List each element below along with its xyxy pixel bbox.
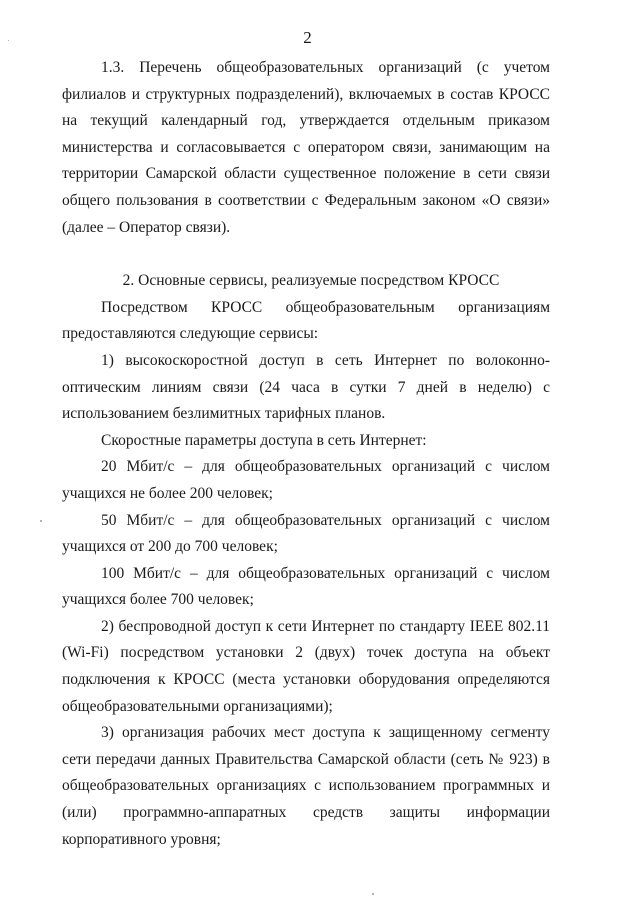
scan-speck <box>372 893 374 895</box>
section-2-heading: 2. Основные сервисы, реализуемые посредством КРОСС <box>122 272 500 290</box>
speed-20-mbit: 20 Мбит/с – для общеобразовательных организаций с числом учащихся не более 200 человек; <box>62 458 550 502</box>
page-number: 2 <box>303 28 312 47</box>
speed-50-mbit: 50 Мбит/с – для общеобразовательных организаций с числом учащихся от 200 до 700 человек; <box>62 511 550 556</box>
scan-speck <box>40 520 42 522</box>
list-item-3: 3) организация рабочих мест доступа к защищенному сегменту сети передачи данных Правительства Самарской области (сеть № 923) в общеобразовательных организациях с использованием программных и (или) программно-аппаратных средств защиты информации корпоративного уровня; <box>62 724 550 848</box>
list-item-1: 1) высокоскоростной доступ в сеть Интернет по волоконно-оптическим линиям связи (24 часа в сутки 7 дней в неделю) с использованием безлимитных тарифных планов. <box>62 351 550 423</box>
paragraph-1-3: 1.3. Перечень общеобразовательных организаций (с учетом филиалов и структурных подразделений), включаемых в состав КРОСС на текущий календарный год, утверждается отдельным приказом министерства и согласовывается с оператором связи, занимающим на территории Самарской области существенное положение в сети связи общего пользования в соответствии с Федеральным законом «О связи» (далее – Оператор связи). <box>62 59 550 236</box>
paragraph-intro: Посредством КРОСС общеобразовательным организациям предоставляются следующие сервисы: <box>62 298 550 343</box>
list-item-2: 2) беспроводной доступ к сети Интернет по стандарту IEEE 802.11 (Wi-Fi) посредством установки 2 (двух) точек доступа на объект подключения к КРОСС (места установки оборудования определяются общеобразовательными организациями); <box>62 617 550 715</box>
scan-speck <box>8 40 9 41</box>
speed-100-mbit: 100 Мбит/с – для общеобразовательных организаций с числом учащихся более 700 человек; <box>62 564 550 609</box>
speed-params-title: Скоростные параметры доступа в сеть Интернет: <box>101 431 427 449</box>
document-body <box>62 55 550 853</box>
